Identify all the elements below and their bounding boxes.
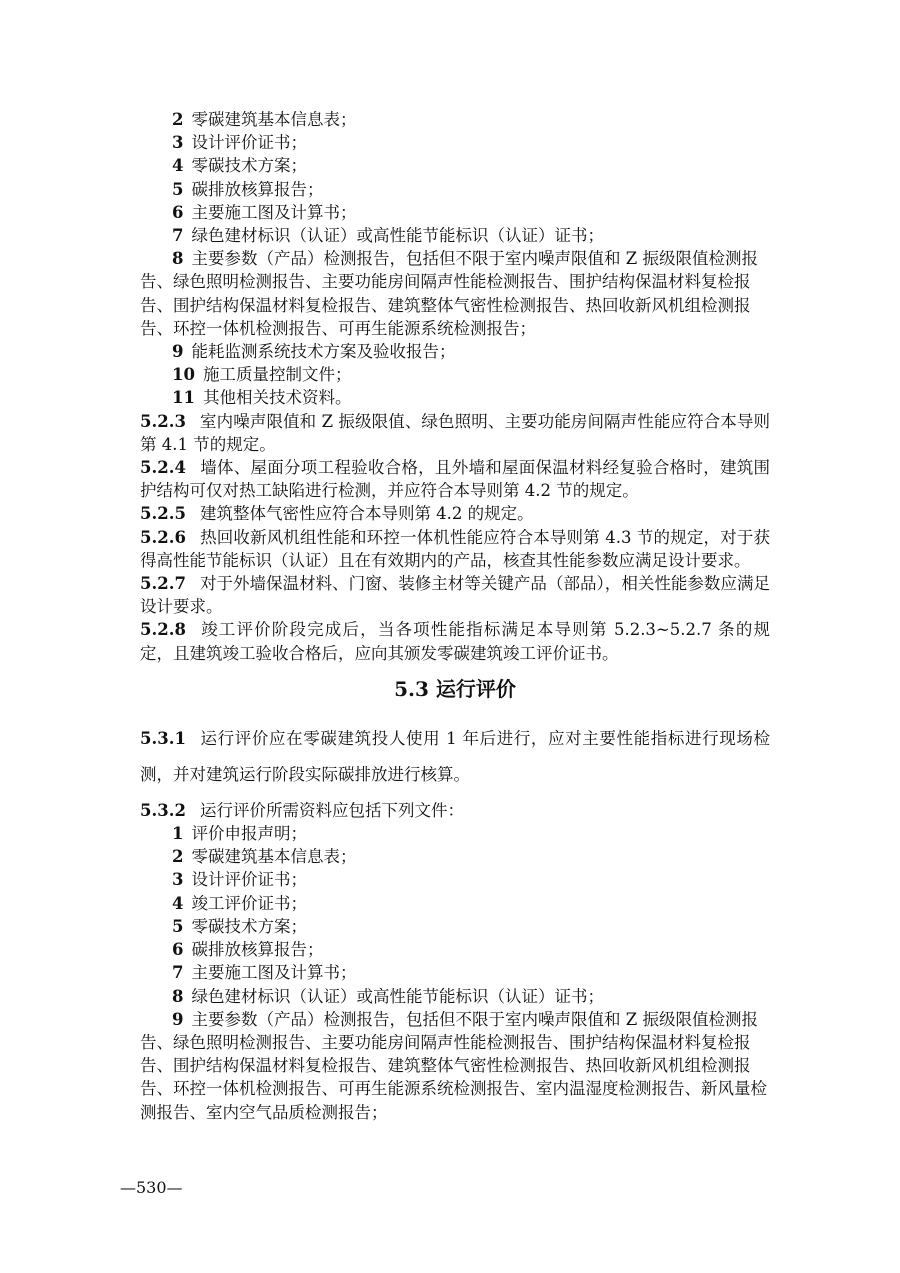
clause-5-2-8: 5.2.8 竣工评价阶段完成后，当各项性能指标满足本导则第 5.2.3~5.2.7 条的规定，且建筑竣工验收合格后，应向其颁发零碳建筑竣工评价证书。 [140, 620, 770, 663]
clause-5-2-7: 5.2.7 对于外墙保温材料、门窗、装修主材等关键产品（部品），相关性能参数应满足设计要求。 [140, 574, 770, 617]
clause-5-2-6: 5.2.6 热回收新风机组性能和环控一体机性能应符合本导则第 4.3 节的规定，对于获得高性能节能标识（认证）且在有效期内的产品，核查其性能参数应满足设计要求。 [140, 527, 770, 570]
list-item: 4 零碳技术方案； [172, 156, 307, 176]
list-item: 2 零碳建筑基本信息表； [172, 847, 357, 867]
list-item: 2 零碳建筑基本信息表； [172, 110, 357, 129]
clause-5-3-1: 5.3.1 运行评价应在零碳建筑投人使用 1 年后进行，应对主要性能指标进行现场检测，并对建筑运行阶段实际碳排放进行核算。 [140, 728, 770, 784]
page-number: —530— [120, 1178, 183, 1197]
list-item: 10 施工质量控制文件； [172, 365, 352, 385]
list-item: 3 设计评价证书； [172, 133, 307, 153]
list-item: 8 绿色建材标识（认证）或高性能节能标识（认证）证书； [172, 986, 604, 1006]
list-item: 3 设计评价证书； [172, 870, 307, 890]
file-list-completion [140, 108, 770, 410]
clause-5-2-3: 5.2.3 室内噪声限值和 Z 振级限值、绿色照明、主要功能房间隔声性能应符合本导则第 4.1 节的规定。 [140, 411, 770, 454]
list-item: 6 碳排放核算报告； [172, 940, 324, 960]
list-item: 6 主要施工图及计算书； [172, 202, 357, 222]
list-item: 1 评价申报声明； [172, 824, 307, 844]
clause-5-3-2: 5.3.2 运行评价所需资料应包括下列文件： [140, 800, 464, 820]
section-heading: 5.3 运行评价 [394, 676, 516, 701]
list-item: 7 绿色建材标识（认证）或高性能节能标识（认证）证书； [172, 226, 604, 246]
list-item: 7 主要施工图及计算书； [172, 963, 357, 983]
list-item: 5 碳排放核算报告； [172, 179, 324, 199]
page-content [140, 108, 770, 1124]
list-item: 5 零碳技术方案； [172, 916, 307, 936]
list-item: 8 主要参数（产品）检测报告，包括但不限于室内噪声限值和 Z 振级限值检测报告、绿色照明检测报告、主要功能房间隔声性能检测报告、围护结构保温材料复检报告、围护结构保温材料复检报告、建筑整体气密性检测报告、热回收新风机组检测报告、环控一体机检测报告、可再生能源系统检测报告； [140, 249, 758, 338]
list-item: 4 竣工评价证书； [172, 893, 307, 913]
file-list-operation [140, 822, 770, 1124]
list-item: 9 主要参数（产品）检测报告，包括但不限于室内噪声限值和 Z 振级限值检测报告、绿色照明检测报告、主要功能房间隔声性能检测报告、围护结构保温材料复检报告、围护结构保温材料复检报告、建筑整体气密性检测报告、热回收新风机组检测报告、环控一体机检测报告、可再生能源系统检测报告、室内温湿度检测报告、新风量检测报告、室内空气品质检测报告； [140, 1009, 767, 1122]
clause-5-2-4: 5.2.4 墙体、屋面分项工程验收合格，且外墙和屋面保温材料经复验合格时，建筑围护结构可仅对热工缺陷进行检测，并应符合本导则第 4.2 节的规定。 [140, 458, 770, 501]
list-item: 11 其他相关技术资料。 [172, 388, 352, 408]
list-item: 9 能耗监测系统技术方案及验收报告； [172, 342, 456, 362]
clause-5-2-5: 5.2.5 建筑整体气密性应符合本导则第 4.2 的规定。 [140, 504, 534, 524]
